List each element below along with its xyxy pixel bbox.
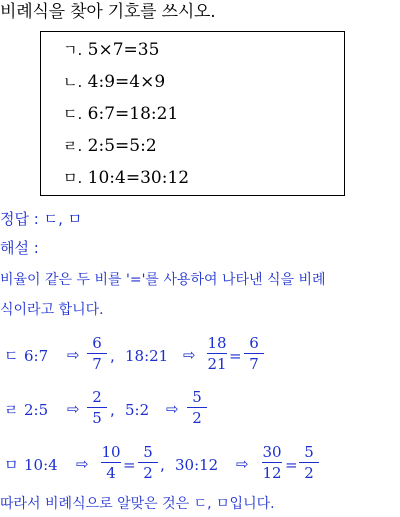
question-text: 비례식을 찾아 기호를 쓰시오.	[0, 2, 216, 22]
explanation-text-line-1: 비율이 같은 두 비를 '='를 사용하여 나타낸 식을 비례	[0, 272, 326, 288]
fraction-numerator: 5	[143, 443, 153, 461]
arrow-icon: ⇨	[67, 400, 80, 418]
option-expression: 10:4=30:12	[87, 168, 190, 188]
fraction-bar	[262, 462, 282, 463]
case-r-mark: ㄹ	[4, 401, 19, 419]
answer-value: ㄷ, ㅁ	[43, 210, 83, 228]
fraction-denominator: 21	[207, 355, 227, 373]
option-a	[63, 40, 159, 60]
fraction	[298, 443, 320, 482]
answer-label: 정답 :	[0, 210, 44, 228]
option-b	[63, 72, 165, 92]
fraction	[243, 334, 265, 373]
fraction	[186, 388, 208, 427]
arrow-icon: ⇨	[236, 455, 249, 473]
fraction-denominator: 7	[249, 355, 259, 373]
option-mark: ㅁ.	[63, 169, 83, 187]
case-d-ratio: 6:7	[24, 347, 49, 365]
answer	[0, 209, 82, 229]
fraction	[261, 443, 283, 482]
separator: ,	[110, 347, 115, 365]
fraction-bar	[87, 353, 107, 354]
fraction-numerator: 18	[207, 334, 227, 352]
equals-sign: =	[229, 347, 242, 365]
case-m-mark: ㅁ	[4, 456, 19, 474]
fraction-numerator: 30	[262, 443, 282, 461]
equals-sign: =	[285, 456, 298, 474]
option-expression: 6:7=18:21	[87, 104, 179, 124]
conclusion-text: 따라서 비례식으로 알맞은 것은 ㄷ, ㅁ입니다.	[0, 496, 275, 512]
case-m-ratio: 10:4	[24, 456, 58, 474]
fraction	[86, 334, 108, 373]
option-mark: ㄱ.	[63, 41, 83, 59]
fraction-denominator: 5	[92, 409, 102, 427]
case-r-ratio: 2:5	[24, 401, 49, 419]
separator: ,	[160, 456, 165, 474]
fraction-bar	[101, 462, 121, 463]
fraction-bar	[244, 353, 264, 354]
fraction	[206, 334, 228, 373]
fraction-numerator: 2	[92, 388, 102, 406]
arrow-icon: ⇨	[183, 346, 196, 364]
option-d	[63, 136, 157, 156]
arrow-icon: ⇨	[67, 346, 80, 364]
explanation-label: 해설 :	[0, 239, 39, 257]
option-mark: ㄷ.	[63, 105, 83, 123]
options-box	[40, 31, 345, 196]
option-expression: 2:5=5:2	[87, 136, 157, 156]
fraction-bar	[207, 353, 227, 354]
option-e	[63, 168, 189, 188]
fraction	[100, 443, 122, 482]
option-expression: 4:9=4×9	[87, 72, 166, 92]
case-r-ratio-2: 5:2	[125, 401, 150, 419]
fraction-numerator: 5	[304, 443, 314, 461]
fraction	[137, 443, 159, 482]
equals-sign: =	[123, 456, 136, 474]
arrow-icon: ⇨	[76, 455, 89, 473]
fraction-numerator: 5	[192, 388, 202, 406]
separator: ,	[110, 401, 115, 419]
fraction-bar	[187, 407, 207, 408]
fraction-bar	[299, 462, 319, 463]
fraction-denominator: 7	[92, 355, 102, 373]
option-mark: ㄹ.	[63, 137, 83, 155]
fraction-numerator: 10	[101, 443, 121, 461]
fraction-denominator: 2	[143, 464, 153, 482]
explanation-text-line-2: 식이라고 합니다.	[0, 302, 104, 318]
fraction-denominator: 2	[192, 409, 202, 427]
fraction-denominator: 2	[304, 464, 314, 482]
case-m-ratio-2: 30:12	[175, 456, 219, 474]
fraction-denominator: 4	[106, 464, 116, 482]
fraction	[86, 388, 108, 427]
fraction-numerator: 6	[92, 334, 102, 352]
case-d-mark: ㄷ	[4, 347, 19, 365]
case-d-ratio-2: 18:21	[125, 347, 169, 365]
fraction-bar	[138, 462, 158, 463]
arrow-icon: ⇨	[166, 400, 179, 418]
option-expression: 5×7=35	[87, 40, 160, 60]
fraction-bar	[87, 407, 107, 408]
fraction-numerator: 6	[249, 334, 259, 352]
option-c	[63, 104, 178, 124]
option-mark: ㄴ.	[63, 73, 83, 91]
fraction-denominator: 12	[262, 464, 282, 482]
